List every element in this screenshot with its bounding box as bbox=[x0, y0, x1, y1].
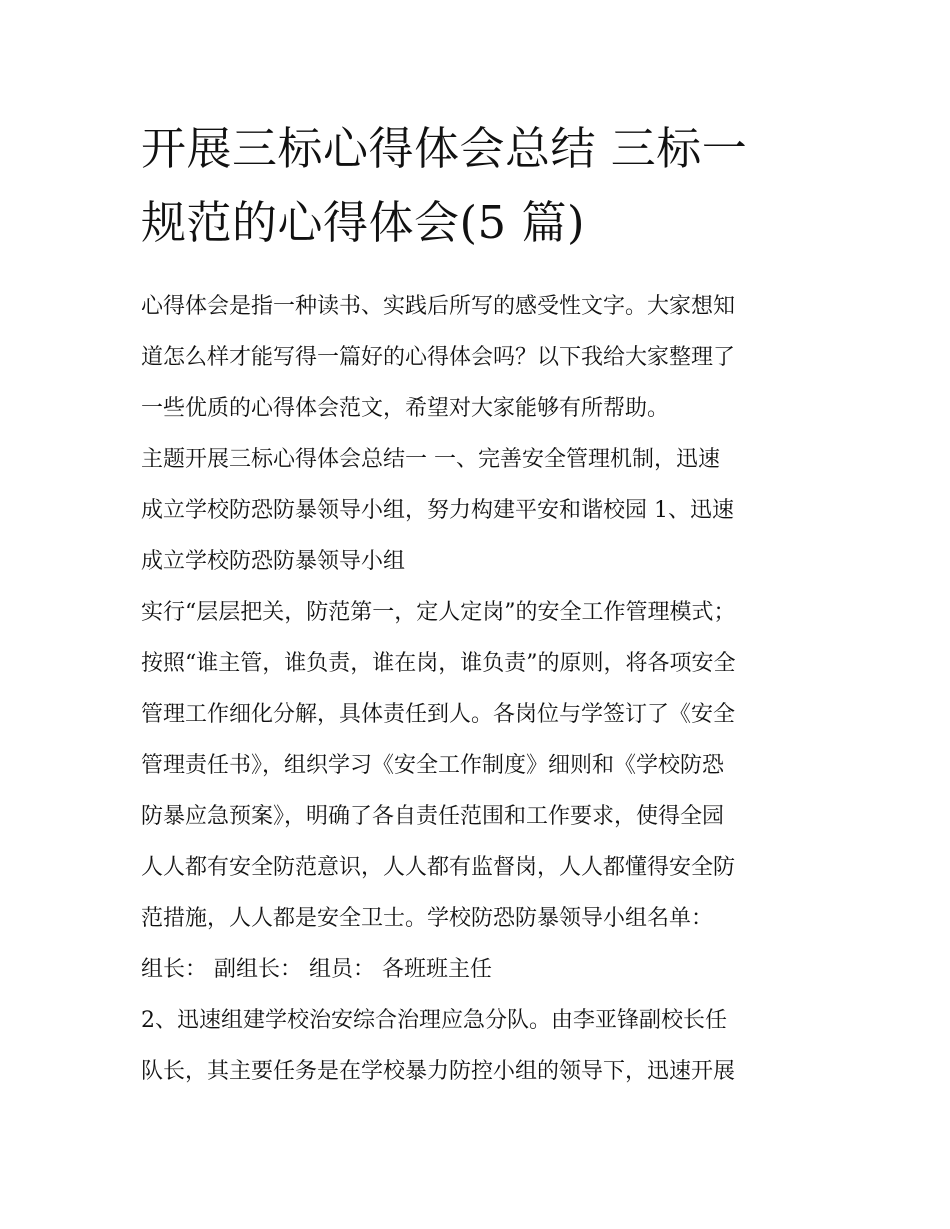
body-line: 成立学校防恐防暴领导小组 bbox=[141, 549, 406, 574]
document-title bbox=[141, 112, 831, 260]
body-line: 防暴应急预案》，明确了各自责任范围和工作要求，使得全园 bbox=[141, 804, 725, 829]
document-body bbox=[141, 281, 831, 1097]
body-line: 范措施，人人都是安全卫士。学校防恐防暴领导小组名单： bbox=[141, 906, 714, 931]
body-line: 主题开展三标心得体会总结一 一、完善安全管理机制，迅速 bbox=[141, 447, 720, 472]
body-line: 2、迅速组建学校治安综合治理应急分队。由李亚锋副校长任 bbox=[141, 1008, 727, 1033]
title-line: 开展三标心得体会总结 三标一 bbox=[141, 122, 748, 175]
body-line: 一些优质的心得体会范文，希望对大家能够有所帮助。 bbox=[141, 396, 670, 421]
body-line: 心得体会是指一种读书、实践后所写的感受性文字。大家想知 bbox=[141, 294, 736, 319]
body-line: 道怎么样才能写得一篇好的心得体会吗？以下我给大家整理了 bbox=[141, 345, 736, 370]
body-line: 队长，其主要任务是在学校暴力防控小组的领导下，迅速开展 bbox=[141, 1059, 736, 1084]
body-line: 组长： 副组长： 组员： 各班班主任 bbox=[141, 957, 492, 982]
body-line: 管理责任书》，组织学习《安全工作制度》细则和《学校防恐 bbox=[141, 753, 725, 778]
title-line: 规范的心得体会(5 篇) bbox=[141, 196, 586, 249]
body-line: 实行“层层把关，防范第一，定人定岗”的安全工作管理模式； bbox=[141, 600, 736, 625]
body-line: 按照“谁主管，谁负责，谁在岗，谁负责”的原则，将各项安全 bbox=[141, 651, 736, 676]
body-line: 成立学校防恐防暴领导小组，努力构建平安和谐校园 1、迅速 bbox=[141, 498, 734, 523]
body-line: 人人都有安全防范意识，人人都有监督岗，人人都懂得安全防 bbox=[141, 855, 736, 880]
body-line: 管理工作细化分解，具体责任到人。各岗位与学签订了《安全 bbox=[141, 702, 736, 727]
